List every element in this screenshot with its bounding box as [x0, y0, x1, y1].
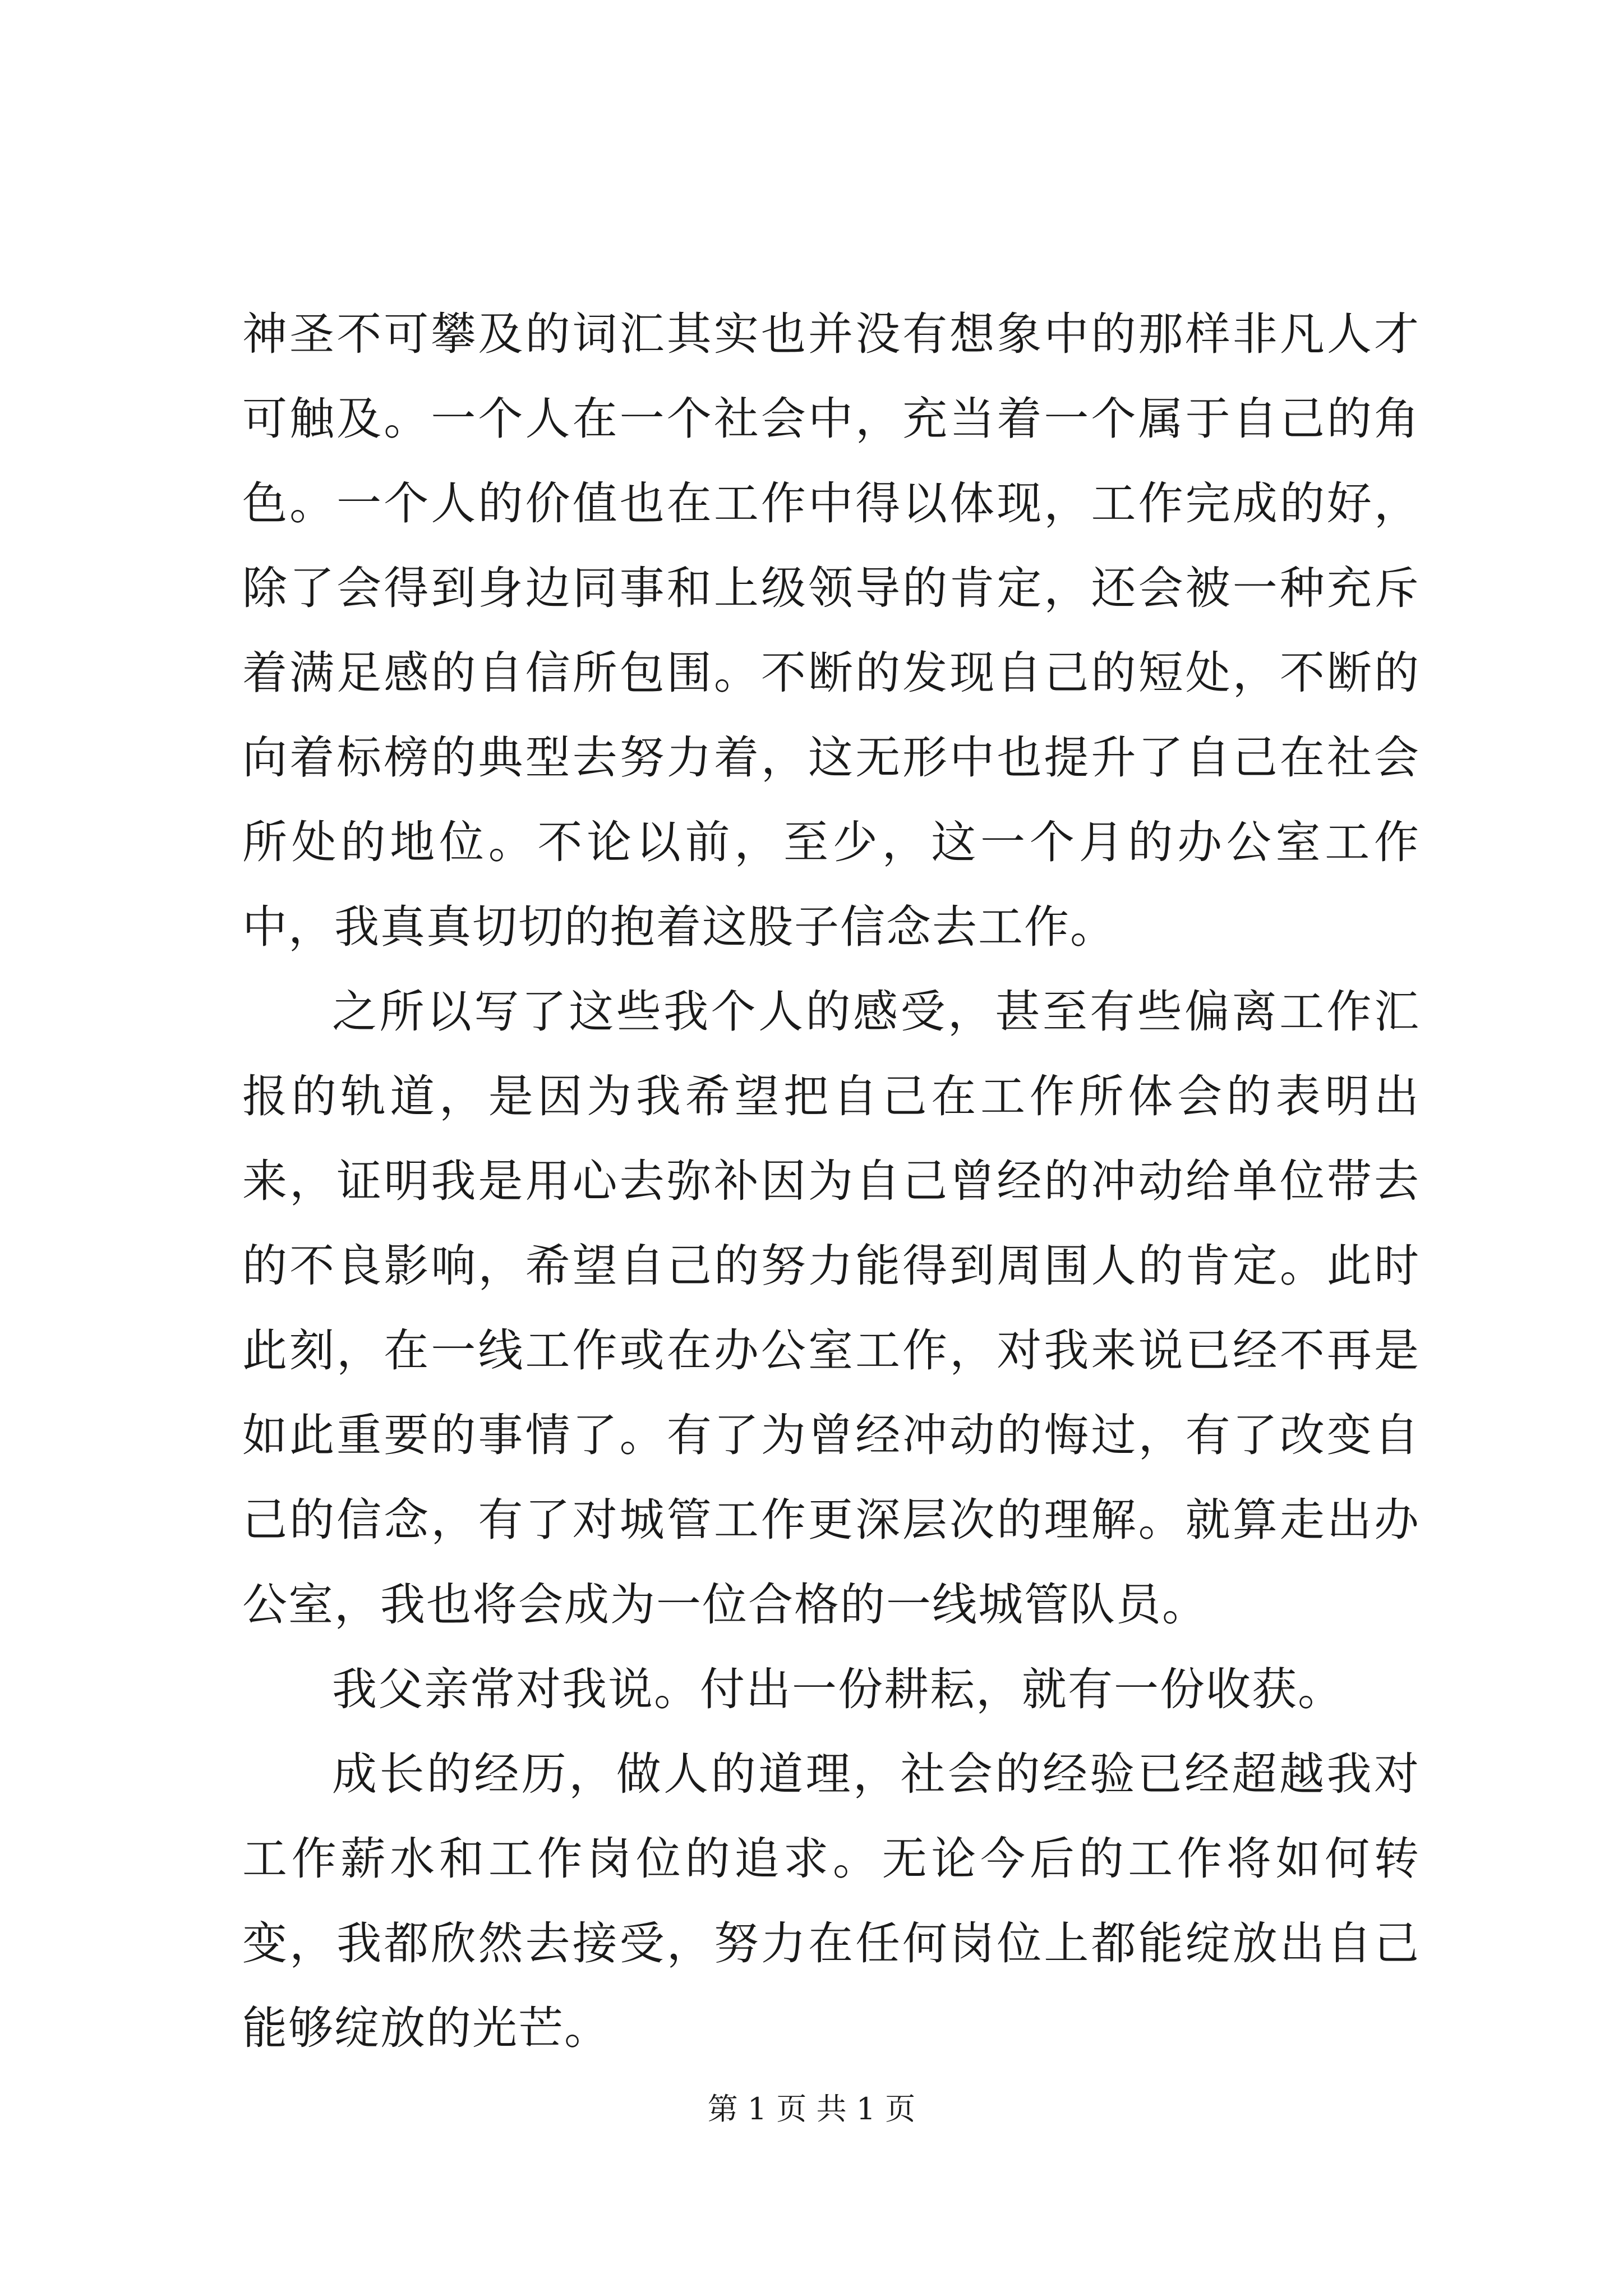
paragraph-2: 之所以写了这些我个人的感受，甚至有些偏离工作汇报的轨道，是因为我希望把自己在工作所体会的表明出来，证明我是用心去弥补因为自己曾经的冲动给单位带去的不良影响，希望自己的努力能得到周围人的肯定。此时此刻，在一线工作或在办公室工作，对我来说已经不再是如此重要的事情了。有了为曾经冲动的悔过，有了改变自己的信念，有了对城管工作更深层次的理解。就算走出办公室，我也将会成为一位合格的一线城管队员。: [242, 986, 1420, 1631]
paragraph-4: 成长的经历，做人的道理，社会的经验已经超越我对工作薪水和工作岗位的追求。无论今后的工作将如何转变，我都欣然去接受，努力在任何岗位上都能绽放出自己能够绽放的光芒。: [242, 1748, 1420, 2054]
document-body: [242, 292, 1420, 2070]
paragraph-3: 我父亲常对我说。付出一份耕耘，就有一份收获。: [332, 1663, 1344, 1715]
page-number-footer: 第 1 页 共 1 页: [707, 2091, 916, 2127]
paragraph-1: 神圣不可攀及的词汇其实也并没有想象中的那样非凡人才可触及。一个人在一个社会中，充当着一个属于自己的角色。一个人的价值也在工作中得以体现，工作完成的好，除了会得到身边同事和上级领导的肯定，还会被一种充斥着满足感的自信所包围。不断的发现自己的短处，不断的向着标榜的典型去努力着，这无形中也提升了自己在社会所处的地位。不论以前，至少，这一个月的办公室工作中，我真真切切的抱着这股子信念去工作。: [242, 308, 1420, 953]
